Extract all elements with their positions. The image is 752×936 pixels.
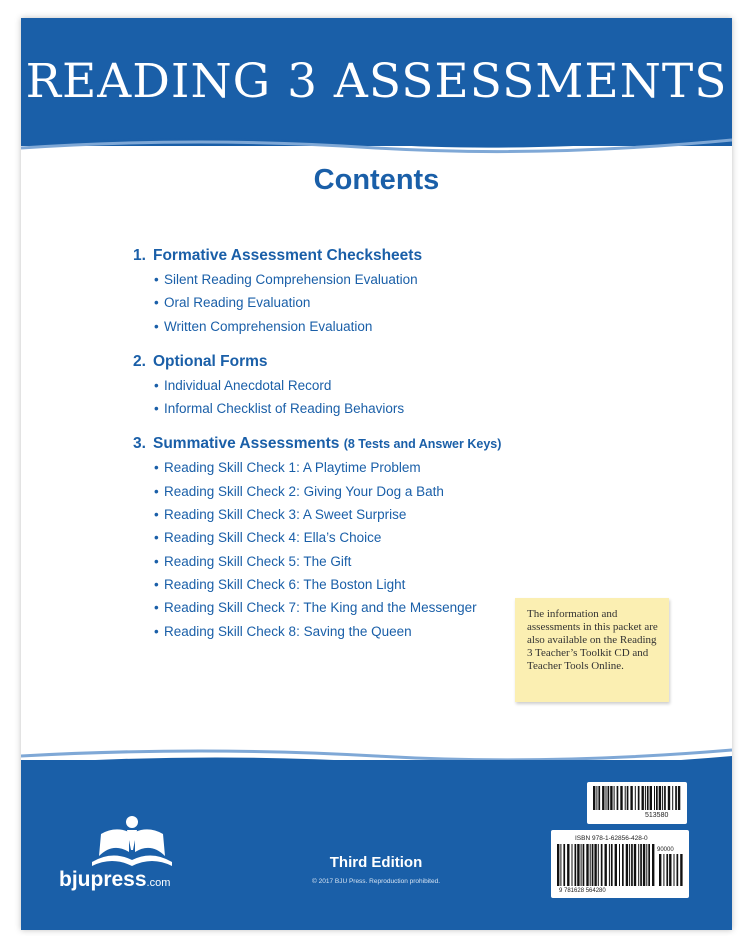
barcode-bar xyxy=(678,786,680,810)
toc-item-label: Individual Anecdotal Record xyxy=(164,377,332,393)
barcode-bar xyxy=(581,844,582,886)
toc-item-label: Reading Skill Check 6: The Boston Light xyxy=(164,576,406,592)
barcode-bar xyxy=(590,844,591,886)
logo-wordmark xyxy=(59,868,209,892)
barcode-bar xyxy=(615,844,617,886)
barcode-bar xyxy=(662,786,663,810)
barcode-bar xyxy=(638,844,639,886)
barcode-bar xyxy=(606,786,607,810)
toc-item xyxy=(133,550,593,573)
toc-item-label: Reading Skill Check 1: A Playtime Problem xyxy=(164,460,421,476)
barcode-bar xyxy=(594,844,596,886)
toc-item xyxy=(133,480,593,503)
logo-main-text: bjupress xyxy=(59,868,147,891)
bullet-icon: • xyxy=(154,507,159,523)
barcode-bar xyxy=(640,844,642,886)
bullet-icon: • xyxy=(154,600,159,616)
toc-section-heading xyxy=(133,244,593,268)
book-figure-icon xyxy=(87,812,177,870)
toc-item xyxy=(133,573,593,596)
table-of-contents xyxy=(133,244,593,655)
barcode-bar xyxy=(593,786,595,810)
toc-item xyxy=(133,268,593,291)
barcode-bar xyxy=(635,786,636,810)
edition-label: Third Edition xyxy=(329,854,423,871)
isbn-text: ISBN 978-1-62856-428-0 xyxy=(575,835,648,842)
barcode-bar xyxy=(605,844,607,886)
barcode-bar xyxy=(663,854,664,886)
barcode-bar xyxy=(626,844,628,886)
contents-heading: Contents xyxy=(313,164,440,196)
toc-section-title: Formative Assessment Checksheets xyxy=(153,247,423,264)
sticky-note xyxy=(515,598,669,702)
barcode-bar xyxy=(634,844,636,886)
barcode-bar xyxy=(627,786,629,810)
barcode-bar xyxy=(672,786,673,810)
publisher-logo xyxy=(59,812,209,902)
barcode-bar xyxy=(619,844,620,886)
barcode-bar xyxy=(601,844,603,886)
bullet-icon: • xyxy=(154,272,159,287)
barcode-bar xyxy=(560,844,561,886)
barcode-bar xyxy=(680,854,682,886)
toc-item-label: Silent Reading Comprehension Evaluation xyxy=(164,272,418,287)
barcode-bar xyxy=(650,786,652,810)
barcode-bar xyxy=(645,786,646,810)
toc-item-label: Informal Checklist of Reading Behaviors xyxy=(164,401,405,417)
barcode-bar xyxy=(617,786,619,810)
bullet-icon: • xyxy=(154,576,159,592)
barcode-bar xyxy=(669,854,671,886)
barcode-bar xyxy=(592,844,594,886)
barcode-bar xyxy=(648,844,650,886)
barcode-bar xyxy=(666,854,668,886)
barcode-bar xyxy=(608,786,610,810)
barcode-bar xyxy=(625,786,626,810)
toc-section-heading xyxy=(133,350,593,374)
page-title: READING 3 ASSESSMENTS xyxy=(25,54,728,109)
ean-digits: 9 781628 564280 xyxy=(559,888,606,894)
bullet-icon: • xyxy=(154,483,159,499)
barcode-bar xyxy=(620,786,622,810)
bullet-icon: • xyxy=(154,377,159,393)
barcode-bar xyxy=(557,844,559,886)
toc-item-label: Written Comprehension Evaluation xyxy=(164,318,373,334)
bullet-icon: • xyxy=(154,530,159,546)
toc-item-label: Reading Skill Check 4: Ella’s Choice xyxy=(164,530,382,546)
toc-section-heading xyxy=(133,432,593,456)
barcode-bar xyxy=(675,786,677,810)
barcode-bar xyxy=(598,844,599,886)
barcode-bar xyxy=(629,844,630,886)
toc-item xyxy=(133,291,593,314)
barcode-bar xyxy=(664,786,666,810)
barcode-bar xyxy=(577,844,579,886)
toc-item xyxy=(133,503,593,526)
toc-item xyxy=(133,456,593,479)
cover-page xyxy=(21,18,732,930)
barcode-bar xyxy=(611,844,613,886)
barcode-bar xyxy=(677,854,679,886)
barcode-bar xyxy=(654,786,655,810)
barcode-bar xyxy=(646,844,647,886)
sticky-note-text: The information and assessments in this packet are also available on the Reading 3 Teacher’s Toolkit CD and Teacher Tools Online. xyxy=(527,608,658,672)
barcode-bar xyxy=(622,844,624,886)
toc-item-label: Reading Skill Check 5: The Gift xyxy=(164,553,352,569)
barcode-bar xyxy=(583,844,585,886)
bullet-icon: • xyxy=(154,623,159,639)
barcode-bar xyxy=(659,786,661,810)
toc-item xyxy=(133,374,593,397)
inventory-barcode-bars xyxy=(587,782,687,824)
toc-section xyxy=(133,350,593,421)
toc-item xyxy=(133,526,593,549)
barcode-bar xyxy=(572,844,573,886)
bullet-icon: • xyxy=(154,553,159,569)
bullet-icon: • xyxy=(154,401,159,417)
toc-item-label: Oral Reading Evaluation xyxy=(164,295,311,311)
barcode-bar xyxy=(598,786,600,810)
bullet-icon: • xyxy=(154,318,159,334)
inventory-barcode xyxy=(587,782,687,824)
isbn-barcode xyxy=(551,830,689,898)
barcode-bar xyxy=(609,844,610,886)
barcode-bar xyxy=(642,786,644,810)
barcode-bar xyxy=(610,786,612,810)
barcode-bar xyxy=(614,786,615,810)
toc-item xyxy=(133,315,593,338)
toc-section-number: 2. xyxy=(133,352,146,370)
barcode-bar xyxy=(674,854,675,886)
toc-section-number: 1. xyxy=(133,247,146,264)
barcode-bar xyxy=(602,786,604,810)
barcode-bar xyxy=(575,844,577,886)
barcode-bar xyxy=(647,786,649,810)
barcode-bar xyxy=(631,844,633,886)
barcode-bar xyxy=(567,844,569,886)
header-wave xyxy=(21,122,732,162)
toc-item-label: Reading Skill Check 2: Giving Your Dog a Bath xyxy=(164,483,444,499)
toc-item xyxy=(133,397,593,420)
barcode-bar xyxy=(652,844,654,886)
barcode-bar xyxy=(630,786,632,810)
bullet-icon: • xyxy=(154,295,159,311)
bullet-icon: • xyxy=(154,460,159,476)
barcode-bar xyxy=(638,786,640,810)
toc-section xyxy=(133,244,593,338)
logo-suffix-text: .com xyxy=(146,877,171,889)
toc-section-title: Optional Forms xyxy=(153,352,268,370)
toc-item-label: Reading Skill Check 8: Saving the Queen xyxy=(164,623,412,639)
toc-item-label: Reading Skill Check 7: The King and the Messenger xyxy=(164,600,477,616)
barcode-bar xyxy=(586,844,588,886)
toc-section-number: 3. xyxy=(133,435,146,453)
barcode-bar xyxy=(563,844,565,886)
barcode-bar xyxy=(656,786,658,810)
barcode-bar xyxy=(659,854,661,886)
barcode-bar xyxy=(643,844,645,886)
copyright-text: © 2017 BJU Press. Reproduction prohibited. xyxy=(312,878,440,885)
barcode-bar xyxy=(668,786,670,810)
toc-item-label: Reading Skill Check 3: A Sweet Surprise xyxy=(164,507,407,523)
barcode-bar xyxy=(596,786,597,810)
inventory-number: 513580 xyxy=(645,812,669,819)
toc-section-title: Summative Assessments xyxy=(153,435,340,453)
addon-digits: 90000 xyxy=(657,847,674,853)
toc-section-subtitle: (8 Tests and Answer Keys) xyxy=(343,437,502,452)
